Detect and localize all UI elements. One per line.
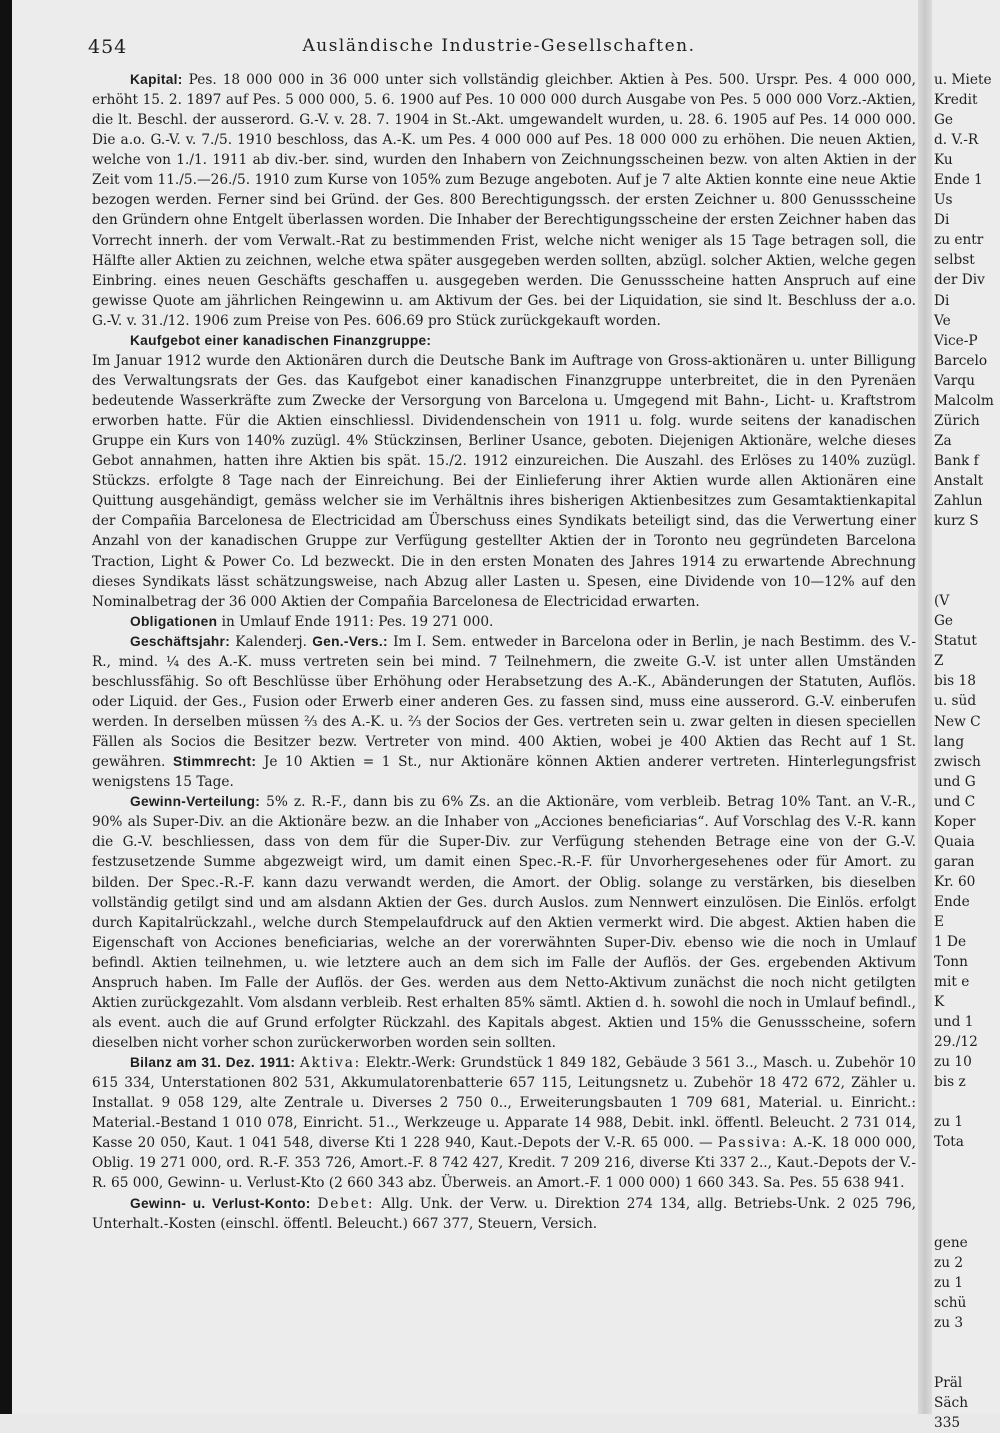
adjacent-page-column [934, 70, 1000, 1432]
adjacent-page-line: Säch [934, 1395, 969, 1412]
section-gewinn-verlust [92, 1194, 916, 1234]
adjacent-page-line: bis 18 [934, 673, 976, 690]
adjacent-page-line: Koper [934, 813, 976, 830]
adjacent-page-line [934, 571, 1000, 591]
adjacent-page-line: Tota [934, 1134, 964, 1151]
adjacent-page-line: Tonn [934, 954, 968, 971]
adjacent-page-line: Di [934, 212, 950, 229]
text-kaufgebot: Im Januar 1912 wurde den Aktionären durch die Deutsche Bank im Auftrage von Gross-aktionären u. unter Billigung des Verwaltungsrats der Ges. das Kaufgebot einer kanadischen Finanzgruppe unterbreitet, die in den Pyrenäen bedeutende Wasserkräfte zum Zwecke der Versorgung von Barcelona u. Umgegend mit Bahn-, Licht- u. Kraftstrom erworben hatte. Für die Aktien einschliessl. Dividendenschein von 1911 u. folg. wurde seitens der kanadischen Gruppe ein Kurs von 140% zuzügl. 4% Stückzinsen, Berliner Usance, geboten. Diejenigen Aktionäre, welche dieses Gebot annahmen, hatten ihre Aktien bis spät. 15./2. 1912 einzureichen. Die Auszahl. des Erlöses zu 140% zuzügl. Stückzs. erfolgte 8 Tage nach der Einreichung. Bei der Einlieferung ihrer Aktien wurde allen Aktionären eine Quittung ausgehändigt, gemäss welcher sie im Verhältnis ihres bisherigen Aktienbesitzes zum Gesamtaktienkapital der Compañia Barcelonesa de Electricidad am Überschuss eines Syndikats beteiligt sind, das die Verwertung einer Anzahl von der kanadischen Gruppe zur Verfügung gestellter Aktien der in Toronto neu gegründeten Barcelona Traction, Light & Power Co. Ld bezweckt. Die in den ersten Monaten des Jahres 1914 zu erwartende Abrechnung dieses Syndikats lässt schätzungsweise, nach Abzug aller Lasten u. Spesen, eine Dividende von 10—12% auf den Nominalbetrag der 36 000 Aktien der Compañia Barcelonesa de Electricidad erwarten. [92, 352, 916, 610]
main-column [92, 70, 916, 1410]
adjacent-page-line: Varqu [934, 372, 975, 389]
adjacent-page-line: Ende 1 [934, 172, 983, 189]
adjacent-page-line: Quaia [934, 833, 975, 850]
adjacent-page-line: Anstalt [934, 472, 984, 489]
adjacent-page-line [934, 551, 1000, 571]
text-geschaeftsjahr: Kalenderj. [235, 633, 307, 650]
adjacent-page-line: Di [934, 292, 950, 309]
adjacent-page-line: Us [934, 192, 953, 209]
adjacent-page-line: Za [934, 432, 952, 449]
text-passiva: A.-K. 18 000 000, Oblig. 19 271 000, ord. R.-F. 353 726, Amort.-F. 8 742 427, Kredit. 7 209 216, diverse Kti 337 2.., Kaut.-Depots der V.-R. 65 000, Gewinn- u. Verlust-Kto (2 660 343 abz. Überweis. an Amort.-F. 1 000 000) 1 660 343. Sa. Pes. 55 638 941. [92, 1135, 916, 1192]
text-kapital: Pes. 18 000 000 in 36 000 unter sich vollständig gleichber. Aktien à Pes. 500. Urspr. Pes. 4 000 000, erhöht 15. 2. 1897 auf Pes. 5 000 000, 5. 6. 1900 auf Pes. 10 000 000 durch Ausgabe von Pes. 5 000 000 Vorz.-Aktien, die lt. Beschl. der ausserord. G.-V. v. 28. 7. 1904 in St.-Akt. umgewandelt wurden, u. 28. 6. 1905 auf Pes. 14 000 000. Die a.o. G.-V. v. 7./5. 1910 beschloss, das A.-K. um Pes. 4 000 000 auf Pes. 18 000 000 zu erhöhen. Die neuen Aktien, welche von 1./1. 1911 ab div.-ber. sind, wurden den Inhabern von Zeichnungsscheinen bezw. von alten Aktien in der Zeit vom 11./5.—26./5. 1910 zum Kurse von 105% zum Bezuge angeboten. Auf je 7 alte Aktien konnte eine neue Aktie bezogen werden. Ferner sind bei Gründ. der Ges. 800 Berechtigungssch. der ersten Zeichner u. 800 Genussscheine den Gründern ohne Entgelt überlassen worden. Die Inhaber der Berechtigungsscheine der ersten Zeichner haben das Vorrecht innerh. der vom Verwalt.-Rat zu bestimmenden Frist, welche nicht weniger als 15 Tage betragen soll, die Hälfte aller Aktien zu zeichnen, welche etwa später ausgegeben werden sollten, abzügl. solcher Aktien, welche gegen Einbring. eines neuen Geschäfts geschaffen u. ausgegeben werden. Die Genussscheine hatten Anspruch auf eine gewisse Quote am jährlichen Reingewinn u. am Aktivum der Ges. bei der Liquidation, sie sind lt. Beschluss der a.o. G.-V. v. 31./12. 1906 zum Preise von Pes. 606.69 pro Stück zurückgekauft worden. [92, 72, 916, 329]
adjacent-page-line [934, 1193, 1000, 1213]
heading-kapital: Kapital: [130, 72, 183, 87]
adjacent-page-line: garan [934, 853, 975, 870]
section-kapital [92, 70, 916, 331]
adjacent-page-line: zu 3 [934, 1314, 964, 1331]
adjacent-page-line: und C [934, 793, 976, 810]
adjacent-page-line: zu 2 [934, 1254, 964, 1271]
section-obligationen [92, 612, 916, 632]
adjacent-page-line: zwisch [934, 753, 981, 770]
adjacent-page-line [934, 1353, 1000, 1373]
text-debet: Allg. Unk. der Verw. u. Direktion 274 134, allg. Betriebs-Unk. 2 025 796, Unterhalt.-Kosten (einschl. öffentl. Beleucht.) 667 377, Steuern, Versich. [92, 1195, 916, 1232]
adjacent-page-line: u. süd [934, 693, 977, 710]
page-gutter [918, 0, 932, 1414]
adjacent-page-line [934, 1173, 1000, 1193]
text-obligationen: in Umlauf Ende 1911: Pes. 19 271 000. [221, 613, 494, 630]
adjacent-page-line [934, 1092, 1000, 1112]
adjacent-page-line: Zürich [934, 412, 980, 429]
adjacent-page-line: Präl [934, 1375, 963, 1392]
heading-gewinn-verteilung: Gewinn-Verteilung: [130, 794, 261, 810]
adjacent-page-line: und G [934, 773, 976, 790]
heading-kaufgebot: Kaufgebot einer kanadischen Finanzgruppe: [130, 332, 432, 348]
adjacent-page-line: zu 10 [934, 1054, 972, 1071]
adjacent-page-line: schü [934, 1294, 967, 1311]
adjacent-page-line: (V [934, 593, 950, 610]
page-number: 454 [88, 36, 128, 58]
adjacent-page-line: zu entr [934, 232, 984, 249]
section-gewinn-verteilung [92, 792, 916, 1053]
label-passiva: Passiva: [717, 1135, 788, 1152]
adjacent-page-line: und 1 [934, 1014, 974, 1031]
adjacent-page-line: Ku [934, 152, 953, 169]
section-kaufgebot [92, 331, 916, 612]
scan-edge [0, 0, 12, 1414]
adjacent-page-line: Kredit [934, 92, 978, 109]
heading-gen-vers: Gen.-Vers.: [312, 633, 388, 649]
adjacent-page-line: Statut [934, 633, 977, 650]
label-aktiva: Aktiva: [299, 1055, 362, 1072]
adjacent-page-line: zu 1 [934, 1114, 964, 1131]
text-gen-vers: Im I. Sem. entweder in Barcelona oder in Berlin, je nach Bestimm. des V.-R., mind. ¼ des A.-K. muss vertreten sein bei mind. 7 Teilnehmern, die zweite G.-V. ist unter allen Umständen beschlussfähig. So oft Beschlüsse über Erhöhung oder Herabsetzung des A.-K., Abänderungen der Statuten, Auflös. oder Liquid. der Ges., Fusion oder Erwerb einer anderen Ges. zu fassen sind, muss eine ausserord. G.-V. einberufen werden. In derselben müssen ⅔ des A.-K. u. ⅔ der Socios der Ges. vertreten sein u. zwar gelten in diesen speciellen Fällen als Socios die Besitzer bezw. Vertreter von mind. 400 Aktien, wobei je 400 Aktien das Recht auf 1 St. gewähren. [92, 633, 917, 771]
heading-stimmrecht: Stimmrecht: [173, 754, 257, 770]
adjacent-page-line: zu 1 [934, 1274, 964, 1291]
adjacent-page-line: New C [934, 713, 981, 730]
adjacent-page-line: Kr. 60 [934, 873, 976, 890]
adjacent-page-line: Vice-P [934, 332, 978, 349]
adjacent-page-line: gene [934, 1234, 968, 1251]
adjacent-page-line: Z [934, 653, 944, 670]
adjacent-page-line: kurz S [934, 513, 979, 530]
adjacent-page-line [934, 1153, 1000, 1173]
text-stimmrecht: Je 10 Aktien = 1 St., nur Aktionäre können Aktien anderer vertreten. Hinterlegungsfrist wenigstens 15 Tage. [92, 754, 916, 791]
adjacent-page-line: Barcelo [934, 352, 988, 369]
adjacent-page-line: Ve [934, 312, 951, 329]
label-debet: Debet: [317, 1195, 375, 1212]
heading-bilanz: Bilanz am 31. Dez. 1911: [130, 1055, 296, 1071]
section-bilanz [92, 1053, 916, 1193]
adjacent-page-line: K [934, 994, 945, 1011]
adjacent-page-line: bis z [934, 1074, 966, 1091]
adjacent-page-line: lang [934, 733, 965, 750]
page-header [88, 36, 910, 60]
adjacent-page-line: Zahlun [934, 492, 983, 509]
adjacent-page-line: Bank f [934, 452, 979, 469]
adjacent-page-line: Ende [934, 893, 970, 910]
adjacent-page-line: Ge [934, 112, 954, 129]
heading-gewinn-verlust: Gewinn- u. Verlust-Konto: [130, 1195, 311, 1211]
section-geschaeftsjahr [92, 632, 916, 793]
adjacent-page-line [934, 1333, 1000, 1353]
adjacent-page-line: u. Miete [934, 72, 992, 88]
adjacent-page-line: selbst [934, 252, 975, 269]
adjacent-page-line: d. V.-R [934, 132, 979, 149]
adjacent-page-line: 29./12 [934, 1034, 978, 1051]
page-title: Ausländische Industrie-Gesellschaften. [302, 36, 696, 56]
adjacent-page-line: der Div [934, 272, 985, 289]
adjacent-page-line [934, 531, 1000, 551]
adjacent-page-line: 1 De [934, 934, 967, 951]
adjacent-page-line: 335 [934, 1415, 961, 1432]
adjacent-page-line [934, 1213, 1000, 1233]
adjacent-page-line: Ge [934, 613, 954, 630]
adjacent-page-line: mit e [934, 974, 970, 991]
heading-obligationen: Obligationen [130, 613, 218, 629]
heading-geschaeftsjahr: Geschäftsjahr: [130, 633, 231, 649]
text-aktiva: Elektr.-Werk: Grundstück 1 849 182, Gebäude 3 561 3.., Masch. u. Zubehör 10 615 334, Unterstationen 802 531, Akkumulatorenbatterie 657 115, Leitungsnetz u. Zubehör 18 472 672, Zähler u. Installat. 9 058 129, alte Zentrale u. Diverses 2 750 0.., Erweiterungsbauten 1 709 681, Material. u. Einricht.: Material.-Bestand 1 010 078, Einricht. 51.., Werkzeuge u. Apparate 14 988, Debit. inkl. öffentl. Beleucht. 2 731 014, Kasse 20 050, Kaut. 1 041 548, diverse Kti 1 228 940, Kaut.-Depots der V.-R. 65 000. — [92, 1055, 916, 1152]
adjacent-page-line: E [934, 913, 944, 930]
adjacent-page-line: Malcolm [934, 392, 994, 409]
text-gewinn-verteilung: 5% z. R.-F., dann bis zu 6% Zs. an die Aktionäre, vom verbleib. Betrag 10% Tant. an V.-R., 90% als Super-Div. an die Aktionäre bezw. an die Inhaber von „Acciones beneficiarias“. Auf Vorschlag des V.-R. kann die G.-V. beschliessen, dass von dem für die Super-Div. zur Verfügung stehenden Betrage eine von der G.-V. festzusetzende Summe abgezweigt wird, um damit einen Spec.-R.-F. für Unvorhergesehenes oder für Amort. zu bilden. Der Spec.-R.-F. kann dazu verwandt werden, die Amort. der Oblig. solange zu verstärken, bis dieselben vollständig getilgt sind und am alsdann Aktien der Ges. durch Auslos. zum Nennwert einzulösen. Die Einlös. erfolgt durch Kapitalrückzahl., welche durch Stempelaufdruck auf den Aktien vermerkt wird. Die abgest. Aktien haben die Eigenschaft von Acciones beneficiarias, welche an der vorerwähnten Super-Div. ebenso wie die noch in Umlauf befindl. Aktien teilnehmen, u. wie letztere auch an dem sich im Falle der Auflös. der Ges. ergebenden Aktivum Anspruch haben. Im Falle der Auflös. der Ges. werden aus dem Netto-Aktivum zunächst die noch nicht getilgten Aktien zurückgezahlt. Vom alsdann verbleib. Rest erhalten 85% sämtl. Aktien d. h. sowohl die noch in Umlauf befindl., als event. auch die auf Grund erfolgter Rückzahl. des Kapitals abgest. Aktien und 15% die Genussscheine, sofern dieselben nicht vorher schon zurückerworben worden sein sollten. [92, 794, 917, 1051]
